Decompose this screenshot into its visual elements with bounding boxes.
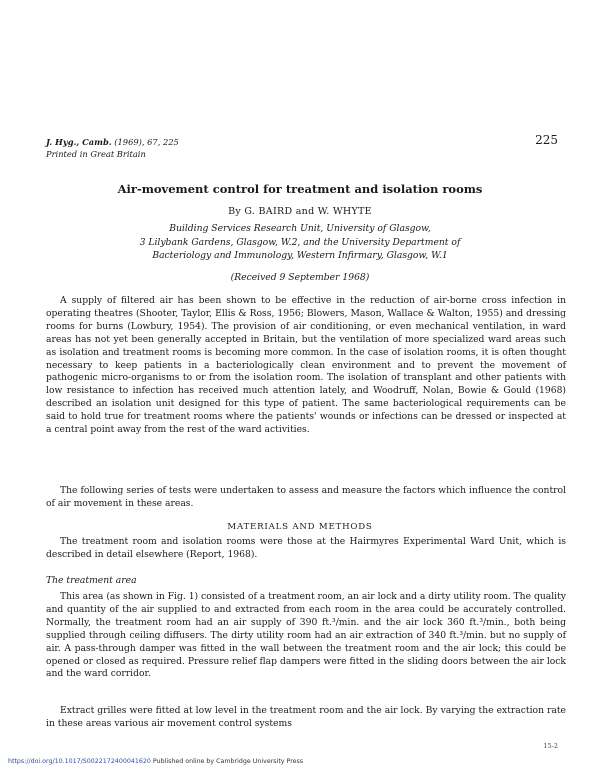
journal-header [46,136,179,160]
tests-text: The following series of tests were undertaken to assess and measure the factors which influence the control of air movement in these areas. [46,485,566,509]
subsection-heading: The treatment area [46,575,137,586]
affiliation-line: 3 Lilybank Gardens, Glasgow, W.2, and the University Department of [139,236,461,248]
affiliation-line: Building Services Research Unit, University of Glasgow, [169,223,431,234]
journal-citation: (1969), 67, 225 [114,137,179,147]
publisher-note: Published online by Cambridge University Press [152,758,304,765]
methods-text: The treatment room and isolation rooms were those at the Hairmyres Experimental Ward Unit, which is described in detail elsewhere (Report, 1968). [46,536,566,560]
page-number: 225 [535,133,558,147]
doi-link[interactable]: https://doi.org/10.1017/S0022172400041620 [8,758,151,765]
printed-note: Printed in Great Britain [46,149,146,159]
treatment-area-text: This area (as shown in Fig. 1) consisted of a treatment room, an air lock and a dirty utility room. The quality and quantity of the air supplied to and extracted from each room in the area could be accurately controlled. Normally, the treatment room had an air supply of 390 ft.³/min. and the air lock 360 ft.³/min., both being supplied through ceiling diffusers. The dirty utility room had an air extraction of 340 ft.³/min. but no supply of air. A pass-through damper was fitted in the wall between the treatment room and the air lock; this could be opened or closed as required. Pressure relief flap dampers were fitted in the sliding doors between the air lock and the ward corridor. [46,591,566,680]
section-heading: MATERIALS AND METHODS [227,522,373,532]
intro-text: A supply of filtered air has been shown to be effective in the reduction of air-borne cross infection in operating theatres (Shooter, Taylor, Ellis & Ross, 1956; Blowers, Mason, Wallace & Walton, 1955) and dressing rooms for burns (Lowbury, 1954). The provision of air conditioning, or even mechanical ventilation, in ward areas has not yet been generally accepted in Britain, but the ventilation of more specialized ward areas such as isolation and treatment rooms is becoming more common. In the case of isolation rooms, it is often thought necessary to keep patients in a bacteriologically clean environment and to prevent the movement of pathogenic micro-organisms to or from the isolation room. The isolation of transplant and other patients with low resistance to infection has received much attention lately, and Woodruff, Nolan, Bowie & Gould (1968) described an isolation unit designed for this type of patient. The same bacteriological requirements can be said to hold true for treatment rooms where the patients' wounds or infections can be dressed or inspected at a central point away from the rest of the ward activities. [46,295,566,436]
tests-paragraph [46,485,566,511]
journal-name: J. Hyg., Camb. [46,137,112,147]
signature-code: 15-2 [543,742,558,750]
author-affiliation [40,222,560,263]
treatment-area-paragraph [46,591,566,681]
article-title: Air-movement control for treatment and isolation rooms [117,182,483,196]
affiliation-line: Bacteriology and Immunology, Western Infirmary, Glasgow, W.1 [152,250,448,261]
intro-paragraph [46,295,566,437]
article-authors: By G. BAIRD and W. WHYTE [228,206,372,217]
page-footer [8,758,303,765]
received-date: (Received 9 September 1968) [230,272,370,283]
extract-paragraph [46,705,566,731]
extract-text: Extract grilles were fitted at low level in the treatment room and the air lock. By varying the extraction rate in these areas various air movement control systems [46,705,566,729]
methods-paragraph [46,536,566,562]
